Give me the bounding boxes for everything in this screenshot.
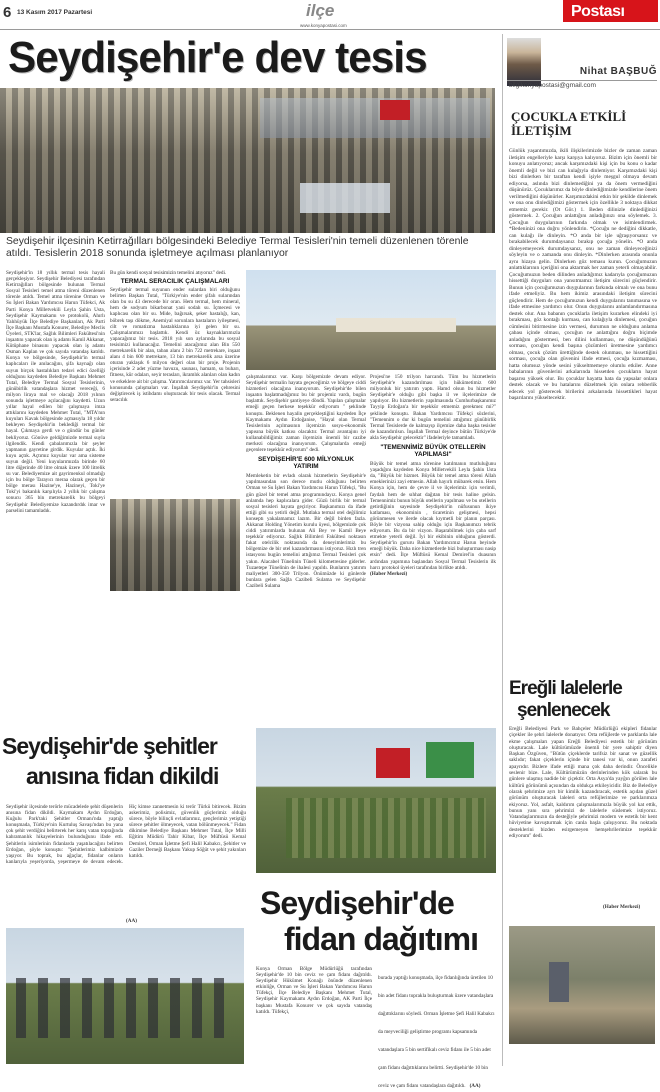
main-col2-text-a: Bu gün kendi sosyal tesisimizin temelini atıyoruz" dedi. (110, 270, 227, 276)
distribution-headline-2: fidan dağıtımı (284, 921, 478, 957)
main-headline: Seydişehir'e dev tesis (8, 33, 427, 82)
lilies-body: Ereğli Belediyesi Park ve Bahçeler Müdürlüğü ekipleri fidanlar çiçekler ile şehri lalelerle donatıyor. Orta refüjlerde ve parklarda lale ekme çalışmaları yapan Ereğli Belediyesi estetik bir görünüm oluşturacak. Lale kültürümüzde önemli bir yere sahiptir diyen Başkan Özgüven, "Bütün çiçeklerde tarifsiz bir sanat ve güzellik saklıdır; fakat çiçeklerin içinde bir tanesi var ki, onun zarafeti apayrıdır. Bizlere ifade ettiği mana çok daha derindir. Öncelikle seslenir bize. Lale, Kültürümüzün derinlerinden kök salarak bu günlere ulaşmış nadide bir çiçektir. Orta Asya'da yayğın görülen lale kültürü görünümü açısından da oldukça etkileyicidir. Biz de Belediye olarak şehrimize ayrı bir kimlik kazandıracak, estetik açıdan güzel görünüm oluşturacak laleleri orta refüjlerimize ve parklarımıza ekiyoruz. Yol, asfalt, kaldırım çalışmalarımızla büyük yol kat ettik, bunun yanı sıra şehrimizi de lalelerle süslemek istiyoruz. Vatandaşlarımızın da desteğiyle şehrimizi modern ve estetik bir kent hüviyetine kavuşturmak için canla başla çalışıyoruz. Bu noktada desteklerini bizden esirgemeyen hemşehrilerimize teşekkür ediyorum" dedi. (509, 726, 657, 840)
lilies-headline-1: Ereğli lalelerle (509, 678, 622, 699)
foundation-banner (336, 318, 456, 332)
author-photo (507, 38, 541, 86)
ceremony-table (300, 183, 390, 213)
logo-text: Postası (571, 3, 625, 20)
distribution-body-right: burada yaptığı konuşmada, ilçe fidanlığında üretilen 10 bin adet fidanı toprakla buluşturmak üzere vatandaşlara dağıttıklarını söyledi. Orman İşletme Şefi Halil Kabakcı da meyveciliği geliştirme programı kapsamında vatandaşlara 5 bin sertifikalı ceviz fidanı ile 5 bin adet çam fidanı dağıttıklarını belirtti. Seydişehir'de 10 bin ceviz ve çam fidanı vatandaşlara dağıtıldı. (378, 975, 495, 1089)
main-col3-subhead: SEYDİŞEHİR'E 600 MİLYONLUK YATIRIM (257, 456, 355, 471)
saplings-people (16, 978, 236, 1038)
main-lead: Seydişehir ilçesinin Ketirrağılları bölgesindeki Belediye Termal Tesisleri'nin temeli düzenlenen törenle atıldı. Tesislerin 2018 sonunda işletmeye açılması planlanıyor (6, 236, 469, 259)
saplings-photo (6, 928, 244, 1064)
main-col3-text: çalışmalarımız var. Karşı bölgemizde devam ediyor. Seydişehir termalin hayata geçeceğimiz ve bölgeye ciddi hizmetleri olacağına inanıyorum. Seydişehir'de bilen inşaatın başlatmadığımız bu bir projemiz vardı, bugün başlattık. Seydişehir şantiyeye döndü. Yapılan çalışmalar emeği geçen herkese teşekkür ediyorum " şeklinde konuştu. Beklenen hayalin gerçekleştiğini kaydeden İlçe Kaymakamı Aydın Erdoğanise, "Hayal olan Termal Tesislerinin açılmasının ilçemizin sosyo-ekonomik yapısına büyük katkısı olacaktır. Termal avantajını iyi kullanabildiğimiz zaman ilçemizin önemli bir cazibe merkezi olacağına inanıyorum. Çalışmalarda emeği geçenlere teşekkür ediyorum" dedi. (246, 374, 366, 454)
lilies-worker (549, 962, 569, 1002)
author-rule (507, 80, 657, 81)
main-col4-text: Projesi'ne 150 trilyon harcandı. Tüm bu hizmetlerin Seydişehir'e kazandırılması için hükümetimiz 600 milyonluk bir yatırım yaptı. Hamd olsun bu hizmetler Seydişehir'e olduğu gibi başka il ve ilçelerimize de yapılıyor. Bu hizmetlerin yapılmasında Cumhurbaşkanımız Tayyip Erdoğan'a bir teşekkür etmemiz gerekmez mi?" şeklinde konuştu. Bakan Yardımcısı Tüfekçi sözlerini, "Temennim o dur ki bugün temelini attığımız günübirlik Termal Tesislerde de kalmayıp ilçemize daha başka tesisler de kazandırılsın. İnşallah Termal deyince bütün Türkiye'de akla Seydişehir gelecektir" ifadeleriyle tamamladı. (370, 374, 496, 441)
saplings-headline-1: Seydişehir'de şehitler (2, 733, 217, 759)
distribution-saplings (286, 798, 486, 858)
lilies-photo (509, 926, 655, 1044)
protocol-photo (110, 499, 240, 591)
author-email[interactable]: bilgikonyapostasi@gmail.com (509, 82, 596, 89)
main-col2 (110, 270, 240, 702)
masthead (0, 0, 660, 30)
saplings-byline: (AA) (126, 918, 137, 924)
distribution-photo (256, 728, 496, 873)
distribution-flag-red (376, 748, 410, 778)
page-number: 6 (3, 4, 12, 21)
distribution-flag-green (426, 742, 474, 778)
main-col4-subhead: "TEMENNİMİZ BÜYÜK OTELLERİN YAPILMASI" (380, 444, 486, 459)
ceremony-flag (380, 100, 410, 120)
column-title: ÇOCUKLA ETKİLİ İLETİŞİM (511, 109, 627, 138)
section-title: ilçe (306, 1, 335, 20)
main-byline: (Haber Merkezi) (370, 570, 408, 577)
main-col2-subhead: TERMAL SERACILIK ÇALIŞMALARI (120, 278, 230, 286)
column-body: Günlük yaşantımızda, ikili ilişkilerimizde bizler de zaman zaman iletişim engelleriyle karşı karşıya kalıyoruz. Bizim için önemli bir konuyu anlatıyoruz; ancak karşımızdaki kişi için bu konu o kadar önemli değil ve bizi can kulağıyla dinlemiyor. Karşımızdaki kişi bizi dinlerken bir taraftan kendi işiyle meşgul olmaya devam ediyorsa, aslında bizi dinlemediğini ya da önem vermediğini düşünürüz. Çocuklarımız da böyle dinlediğimizde kendilerine önem verilmediğini düşünürler. Karşımızdakini etkin bir şekilde dinlemek ve ona onu dinlediğimizi göstermek için özellikle 3 noktaya dikkat etmemiz gerekir. (Ot Gör.) 1. Beden dilinizle dinlediğinizi göstermek. 2. Çocuğun anlattığını anladığınızı ona söylemek. 3. Çocuğun duygularının farkında olmak ve isimlendirmek. *Bedeninizi ona doğru yönlendirin. *Çocuğu ne dediğini dikkatle, can kulağı ile dinleyin. *O anda bir işle uğraşıyorsanız ve bırakabilecek durumdaysanız bırakıp çocuğa yönelin. *O anda dinleyemeyecek durumdaysanız, onu ne zaman dinleyeceğinizi söyleyin ve o zamanda onu dinleyin. *Dinlerken arasında onunla aynı hizaya gelin. Dinlerken göz temasu kurun. Çocuğumuzun anlattıklarının içeriğini ona aktarmak her zaman yeterli olmayabilir. Çocuğumuzun beden dilinden anladığımız kadarıyla çocuğumuzun hissettiği duyguları ona yansıtmamız iletişim sürecini güçlendirir. Bunun için çocuğumuzun duygularının farkında olmalı ve ona bunu ifade etmeliyiz. Bu hem ikimiz arasındaki iletişim sürecini güçlendirir. Hem de çocuğumuzun kendi duygularını tanımasına ve ifade etmesine yardımcı olur. Onun duygularını anlamlandırmasına destek olur. Ana babanın çocuklarla iletişim kurarken elindeki iyi bırakması, göz kontağı kurması, can kulağıyla dinlemesi, çocuğun cümlesini bitirmesine izin vermesi, durumun ne olduğunu anlama çabası içinde olması, çocuğun ne anlattığını doğru biçimde anladığını göstermesi, ben dilini kullanması, ne düşündüğünü sorması, çocuğun kendi başına çözümleri üretmesine yardımcı olması, çocuk çözüm ürettiğinde destek olunması, ne hissettiğini sorması, çocuğa olan güvenini ifade etmesi, çocuğa kızmaması, hatta olumsuz yönde sesini yükseltmemeye olumlu etkiler. Anne babalarının güvenlerini arkalarında hissetden çocukların hayat başarısı yüksek olur. Bu çocuklar hayatta hata da yapsalar onlara destek olacak ve bu hatalarını düzeltmek için onlara rehberlik edecek yol gösterecek birilerini arkalarında hissettikleri hayat başarılarını yükseltecektir. (509, 148, 657, 401)
issue-date: 13 Kasım 2017 Pazartesi (17, 9, 93, 16)
lilies-story (502, 678, 658, 1066)
main-col3 (246, 374, 366, 702)
main-col4-text-b: Büyük bir temel atma törenine katılmanın mutluluğunu yaşadığını kaydeden Konya Milletvekili Leyla Şahin Usta da, "Büyük bir hizmet. Büyük bir temel atma töreni Allah emeklerinizi zayi etmesin. Allah hayırlı mübarek etsin. Hem Konya için, hem de çevre il ve ilçelerimiz için verimli, faydalı hem de sıhhat dağıtan bir tesis haline gelsin. Temennimiz bunun büyük otellerin yapılması ve bu otellerin getirdiğinin sayesinde Seydişehir'in nüfusunun ikiye katlaması, ekonominin , ticaretinin gelişmesi, hepsi görünmesen ve ilerde olacak kıymetli bir planın parçası. Böyle bir vizyona sahip olduğu için Başkanımızı tebrik ediyorum. Bu da bir vizyon. Başarabilmek için çaba sarf etmekte yeterli değil. İyi bir ekibinin olduğunu gösterdi. Seydişehir'in gururu Bakan Yardımcımız Harun beyinde emeği büyük. Daha nice hizmetlerde bizi buluşturması nasip etsin" dedi. İlçe Müftüsü Kemal Demirel'in duasının ardından yapımına başlandan Sosyal Termal Tesislerin ilk harcı protokol üyeleri tarafından birlikte atıldı. (370, 461, 496, 571)
distribution-byline: (AA) (469, 1083, 481, 1089)
main-col1: Seydişehir'in 18 yıllık termal tesis hayali gerçekleşiyor. Seydişehir Belediyesi tarafından Ketirrağılları bölgesinde bulunan Termal Sosyal Tesisleri temel atma töreni düzenlenen törenle atıldı. Temel atma törenine Orman ve Su İşleri Bakan Yardımcısı Harun Tüfekci, Ak Parti Konya Milletvekili Leyla Şahin Usta, Seydişehir Kaymakamı ve protokolü, Ahırlı Yalıhüyük İlçe Belediye Başkanları, Ak Parti İlçe Başkanı Mustafa Konurer, Belediye Meclis Üyeleri, STK'lar, Sağlık Bilimleri Fakültesi'nin inşaatını yapacak olan iş adamı Kamil Akkanat, Kütüphane binasını yapacak olan iş adamı Osman Kaplan ve çok sayıda vatandaş katıldı. Konya ve bölgesinde, Seydişehir'in termal kaplıcaları ile anılacağını, şifa kaynağı olan suyun birçok hastalıkları tedavi edici özelliği olduğunu kaydeden Belediye Başkanı Mehmet Tutal, Belediye Termal Sosyal Tesislerinin, günübirlik vatandaşlara hizmet vereceği, 6 milyon liraya mal ve olacağı 2018 yılının sonunda işletmeye açılacağını kaydetti. Uzun yıllar hayal edilen bir çalışmaya imza attıklarını kaydeden Mehmet Tutal, "MTA'nın kuyuları Kavak bölgesinde açmasıyla 18 yıldır bekleyen Seydişehir'in beklediği termal bir hayal. Çıkmaya gerdi ve o gündür bu günler bekliyoruz. Gönüve geldiğimizde termal suyla ilgilendik. Kendi çabalarımızla bir şeyler yapmanın gayretine girdik. Kuyular açtık. İki kuyu açtık. Açtımız kuyular var ama sisteme suyun değil. Yeni kuyularımızda birinde 60 litre diğerinde 40 litre olmak üzere 100 litrelik su var. Belediyemize ait gayrimenkul olmadığı için bu bölge Tarayıcı meraa olarak geçen bir bölge merası Hazine'ye, Hazineyi, Toki'ye Toki'yi bakanlık karşılıyla 2 yıllık bir çalışma sonucu 365 bin metrekarelik bu bölgeyi Seydişehir Belediyemize kazandırdık imar ve parselini tamamladık. (6, 270, 105, 514)
distribution-headline-1: Seydişehir'de (260, 885, 454, 921)
distribution-right (378, 966, 496, 1089)
foundation-photo (246, 270, 496, 370)
main-col2-text-b: Seydişehir termal suyunun ender sulardan biri olduğunu belirten Başkan Tutal, "Türkiye'nin ender şifalı sularından olan bu su 43 derecede bir oran. Hem termal, hem mineral, hem de sodyum bikarbonat yani sodalı su. İçmecesi ve kaplıcası olan bir su. Mide, bağırsak, şeker hastalığı, kan, böbrek taşı dökme, Anemiyal sorunlara hastaların iyileşmesi, cilt ve romatizma hastalıklarına iyi gelen bir su. Çalışmalarımızı başlattık. Kendi öz kaynaklarımızla yapacağımız bir tesis. 2018 yılı son aylarında bu sosyal tesisimizi kullanacağız. Temelini atacağımız alan Bin 550 metrekarelik bir alan, taban alanı 2 bin 722 metrekare, inşaat alanı 4 bin 600 metrekare, 13 bin metrekarelik arsa üzerine oturan yaklaşık 6 milyon değeri olan bir proje. Projenin içerisinde 2 adet yüzme havuzu, saunası, hamam, su buharı, fitness, kür odaları, seyir terasları, ikramlık alanları olan kadın ve erkeklere ait bir çalışma. Yatırımcılarımız var. Yer tahsisleri konusunda çalışmaları var. İnşallah Seydişehir'in çehresini değiştirecek iş istihdamı oluşturacak bir tesis olacak. Termal seracılık (110, 287, 240, 403)
saplings-body: Seydişehir ilçesinde terörle mücadelede şehit düşenlerin anısına fidan dikildi. Kaymakam Aydın Erdoğan, Kuğulu Park'taki Şehitler Ormanı'nda yaptığı konuşmada, Türkiye'nin Kurtuluş Savaşı'ndan bu yana çok şehit verdiğini belirterek her karış vatan toprağında kahramanlık hikayelerinin bulunduğunu ifade etti. Şehitlerin isimlerinin fidanlarda yaşatılacağını belirten Erdoğan, şöyle konuştu: "Şehitlerimiz kalbimizde yaşıyor. Bu toprak, bu ağaçlar, fidanlar onların kanlarıyla yeşeriyorda, yeşermeye de devam edecek. Hiç kimse zannetmesin ki terör Türkü bitirecek. Bizim askerimiz, polisimiz, güvenlik güçlerimiz olduğu sürece, böyle bilinçli evlatlarımız, gençlerimiz yetiştiği sürece şehitler ölmeyecek, vatan bölünmeyecek." Fidan dikimine Belediye Başkanı Mehmet Tutal, İlçe Milli Eğitim Müdürü Tahir Kibar, İlçe Müftüsü Kemal Demirel, Orman İşletme Şefi Halil Kabakcı, Şehitler ve Gaziler Derneği Başkanı Yakup Söğüt ve şehit yakınları katıldı. (6, 804, 246, 865)
ceremony-stage (260, 98, 490, 138)
main-col3-text-b: Memleketin bir evladı olarak hizmetlerin Seydişehir'e yapılmasından son derece mutlu olduğunu belirten Orman ve Su İşleri Bakan Yardımcısı Harun Tüfekçi, "Bu gün güzel bir temel atma programındayız. Konya genel anlamda hep kaplıcalara gider. Güzü birlik bir termal sosyal tesisleri hayata geçiriyor. Başkanımızı da ifade ettiği gibi su yetirli değil. Mutlaka termal otel değilimiz konseptı yakalamamız lazım. Bir değil birden fazla. Akkanat Holding Yönetim kurulu üyesi, bölgemizde çok ciddi yatırımlarda bulunan Ali Bey ve Kamil Beye teşekkür ediyoruz. Sağlık Bilimleri Fakültesi noktasın fakat otelcilik noktasında da deneyimlerimiz bu bölgemize de bir otel kazandırmasını istiyoruz. Hızlı tren istasyonu bugün temelini attığımız Termal Tesisleri çok yakın. Alacabel Tünelinin Tüneli kilometresine giderler. Tuzaetepe Tünelinin de ihalesi yapıldı. Bunlarım yatırım maliyetleri 300-350 Trilyon. Önümüzde ki günlerde bunlara gelen Sağla Cazibeli Sulama ve Seydişehir Cazibeli Sulama (246, 473, 366, 589)
lilies-byline: (Haber Merkezi) (603, 904, 641, 910)
author-name: Nihat BAŞBUĞ (579, 66, 657, 77)
saplings-headline-2: anısına fidan dikildi (26, 763, 219, 789)
ceremony-photo (0, 88, 495, 233)
distribution-body-left: Konya Orman Bölge Müdürlüğü tarafından Seydişehir'de 10 bin ceviz ve çam fidanı dağıtıldı. Seydişehir Hükümet Konağı önünde düzenlenen etkinliğe, Orman ve Su İşleri Bakan Yardımcısı Harun Tüfekçi, İlçe Belediye Başkanı Mehmet Tutal, Seydişehir Kaymakamı Aydın Erdoğan, AK Parti İlçe başkanı Mustafa Konurer ve çok sayıda vatandaş katıldı. Tüfekçi, (256, 966, 372, 1015)
main-col4 (370, 374, 496, 718)
site-url[interactable]: www.konyapostasi.com (300, 23, 347, 28)
saplings-story (0, 728, 250, 1066)
opinion-column (502, 34, 658, 686)
newspaper-logo (563, 0, 658, 22)
lilies-headline-2: şenlenecek (517, 700, 610, 721)
